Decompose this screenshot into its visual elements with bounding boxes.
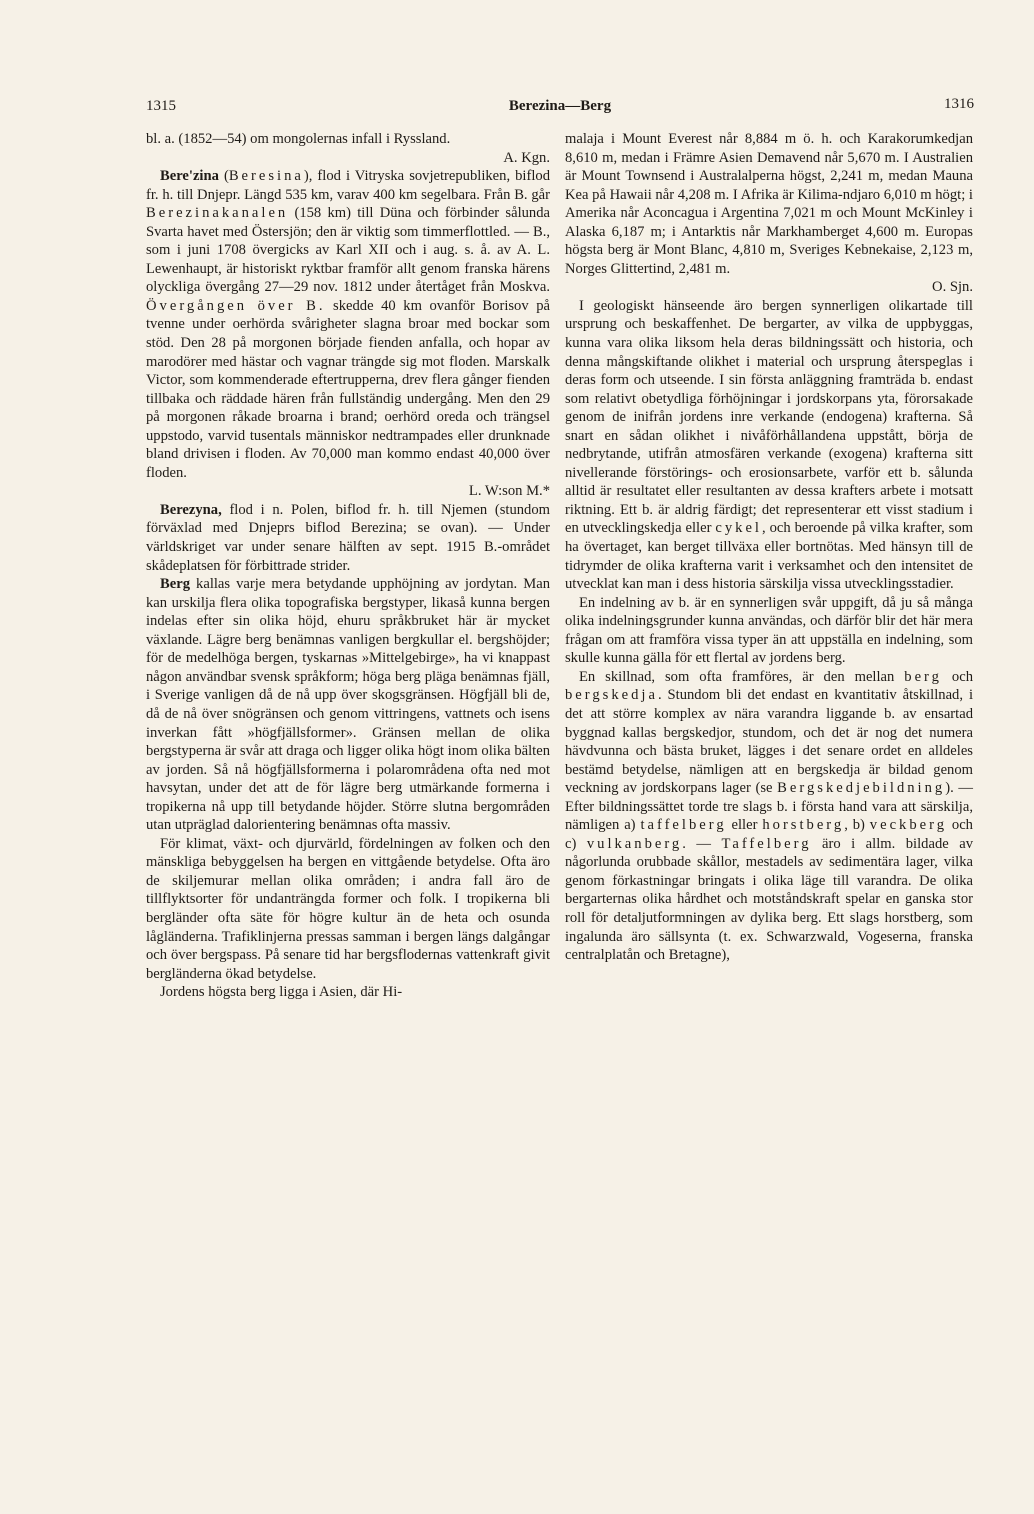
paragraph (565, 297, 973, 594)
text: . — (682, 835, 722, 852)
spaced-term: cykel (715, 520, 762, 537)
headword: Berg (160, 576, 190, 593)
spaced-term: taffelberg (640, 817, 727, 834)
text: äro i allm. bildade av någorlunda orubbade skållor, mestadels av sedimentära lager, vilka genom förkastningar bringats i olika läge till varandra. De olika bergarternas olika hårdhet och motståndskraft spelar en ganska stor roll för detaljutformningen av dylika berg. Ett slags horstberg, som ingalunda äro sällsynta (t. ex. Schwarzwald, Vogeserna, franska centralplatån och Bretagne), (565, 835, 973, 964)
page-header (146, 98, 974, 120)
text: . Stundom bli det endast en kvantitativ åtskillnad, i det att större komplex av nära varandra liggande b. av ensartad byggnad kallas bergskedjor, stundom, och det är nog det numera hävdvunna och bästa bruket, lägges i det senare ordet en alldeles bestämd betydelse, nämligen att en bergskedja är bildad genom veckning av jordskorpans lager (se (565, 687, 973, 797)
left-column (146, 130, 550, 1002)
paragraph (146, 130, 550, 167)
paragraph: En indelning av b. är en synnerligen svår uppgift, då ju så många olika indelningsgrunder kunna användas, och därför blir det här mera frågan om att framföra vissa typer än att uppställa en indelning, som skulle kunna gälla för ett flertal av jordens berg. (565, 594, 973, 667)
text: malaja i Mount Everest når 8,884 m ö. h. och Karakorumkedjan 8,610 m, medan i Främre Asien Demavend når 5,670 m. I Australien är Mount Townsend i Australalperna högst, 2,241 m, medan Mauna Kea på Hawaii når 4,208 m. I Afrika är Kilima-ndjaro 6,010 m högt; i Amerika når Aconcagua i Argentina 7,021 m och Mount McKinley i Alaska 6,187 m; i Antarktis når Markhamberget 4,600 m. Europas högsta berg är Mont Blanc, 4,810 m, Sveriges Kebnekaise, 2,123 m, Norges Glittertind, 2,481 m. (565, 131, 973, 277)
headword: Berezyna, (160, 501, 222, 518)
spaced-term: Beresina (228, 168, 304, 185)
spaced-term: veckberg (869, 817, 948, 834)
text: kallas varje mera betydande upphöjning av jordytan. Man kan urskilja flera olika topografiska bergstyper, likaså kunna bergen indelas efter sin olika höjd, ehuru språkbruket här är mycket växlande. Lägre berg benämnas vanligen bergkullar el. bergshöjder; för de medelhöga bergen, tyskarnas »Mittelgebirge», ha vi knappast någon användbar svensk språkform; höga berg pläga benämnas fjäll, i Sverige vanligen då de nå upp över skogsgränsen. Högfjäll bli de, då de nå över snögränsen och genom vittringens, vattnets och isens inverkan fått »högfjällsformer». Gränsen mellan de olika bergstyperna är svår att draga och ligger olika högt inom olika bälten av jorden. Så nå högfjällsformerna i polarområdena ofta ned mot havsytan, under det att de för lägre berg utmärkande formerna i tropikerna nå upp till betydande höjder. Större slutna bergområden utan utpräglad dalorientering benämnas ofta massiv. (146, 576, 550, 834)
paragraph: Jordens högsta berg ligga i Asien, där Hi- (160, 984, 403, 1001)
text: bl. a. (1852—54) om mongolernas infall i Ryssland. (146, 131, 451, 147)
signature: O. Sjn. (932, 279, 973, 296)
text: och c) (565, 817, 973, 852)
left-page-number: 1315 (146, 98, 176, 114)
spaced-term: Bergskedjebildning (777, 780, 946, 797)
headword: Bere'zina (160, 168, 219, 185)
entry-berezyna (146, 501, 550, 575)
spaced-term: bergskedja (565, 687, 658, 704)
text: eller (726, 817, 763, 834)
spaced-term: vulkanberg (586, 835, 683, 852)
paragraph: För klimat, växt- och djurvärld, fördelningen av folken och den mänskliga bebyggelsen ha bergen en vittgående betydelse. Ofta äro de skiljemurar mellan olika områden; i andra fall äro de tillflyktsorter för undanträngda former och folk. I tropikerna bli bergländer ofta säte för högre kultur än de heta och osunda lågländerna. Trafiklinjerna pressas samman i bergen längs dalgångar och över bergspass. På senare tid har bergsflodernas vattenkraft givit bergländerna ökad betydelse. (146, 835, 550, 982)
text: (158 km) till Düna och förbinder sålunda Svarta havet med Östersjön; den är viktig som timmerflottled. — B., som i juni 1708 övergicks av Karl XII och i aug. s. å. av A. L. Lewenhaupt, är historiskt ryktbar framför allt genom franska härens olyckliga övergång 27—29 nov. 1812 under återtåget från Moskva. (146, 205, 550, 296)
text: I geologiskt hänseende äro bergen synnerligen olikartade till ursprung och beskaffenhet. De bergarter, av vilka de uppbyggas, kunna vara olika liksom hela deras bildningssätt och historia, och denna mångskiftande olikhet i material och ursprung återspeglas i deras form och utseende. I sin första anläggning framträda b. endast som relativt obetydliga förhöjningar i jordskorpans yta, förorsakade genom de inifrån jordens inre verkande (endogena) krafterna. Så snart en sådan olikhet i nivåförhållandena uppstått, börja de nedbrytande, utifrån atmosfären verkande (exogena) krafterna sitt nivellerande förstörings- och erosionsarbete, varför ett b. sålunda alltid är resultatet eller resultanten av dessa krafters arbete i motsatt riktning. Ett b. är aldrig färdigt; det representerar ett visst stadium i en utvecklingskedja eller (565, 297, 973, 537)
right-column (565, 130, 973, 965)
text: ), flod i Vitryska sovjetrepubliken, biflod fr. h. till Dnjepr. Längd 535 km, varav 400 km segelbara. Från B. går (146, 168, 550, 203)
text: och (941, 668, 973, 685)
spaced-term: horstberg (762, 817, 845, 834)
spaced-term: Berezinakanalen (146, 205, 289, 222)
text: skedde 40 km ovanför Borisov på tvenne under oerhörda svårigheter slagna broar med bockar som stöd. Den 28 på morgonen började fienden anfalla, och hopar av marodörer med hästar och vagnar trängde sig mot floden. Marskalk Victor, som kommenderade eftertrupperna, drev flera gånger fienden tillbaka och räddade hären från fullständig undergång. Men den 29 på morgonen råkade broarna i brand; oerhörd oreda och trängsel uppstodo, varvid tusentals människor nedtrampades eller drunknade bland drivisen i floden. Av 70,000 man kommo endast 40,000 över floden. (146, 297, 550, 481)
running-head: Berezina—Berg (508, 98, 612, 114)
entry-berg (146, 575, 550, 835)
text: En skillnad, som ofta framföres, är den mellan (579, 668, 905, 685)
text: , b) (844, 817, 870, 834)
entry-berezina (146, 167, 550, 501)
text: ( (218, 168, 229, 185)
text: flod i n. Polen, biflod fr. h. till Njemen (stundom förväxlad med Dnjeprs biflod Berezina; se ovan). — Under världskriget var under senare hälften av sept. 1915 B.-området skådeplatsen för förbittrade strider. (146, 501, 550, 574)
text: ). — Efter bildningssättet torde tre slags b. i första hand vara att särskilja, nämligen a) (565, 780, 973, 834)
text: , och beroende på vilka krafter, som ha övertaget, kan berget tillväxa eller bortnötas. Med hänsyn till de tidrymder de olika krafterna varit i verksamhet och den intensitet de utvecklat kan man i dess historia särskilja vissa utvecklingsstadier. (565, 520, 973, 593)
signature: L. W:son M.* (468, 483, 550, 500)
paragraph (565, 130, 973, 297)
spaced-term: berg (904, 668, 942, 685)
spaced-term: Taffelberg (721, 835, 812, 852)
paragraph (565, 668, 973, 965)
signature: A. Kgn. (503, 149, 550, 166)
right-page-number: 1316 (944, 96, 974, 112)
spaced-term: Övergången över B. (146, 297, 326, 314)
